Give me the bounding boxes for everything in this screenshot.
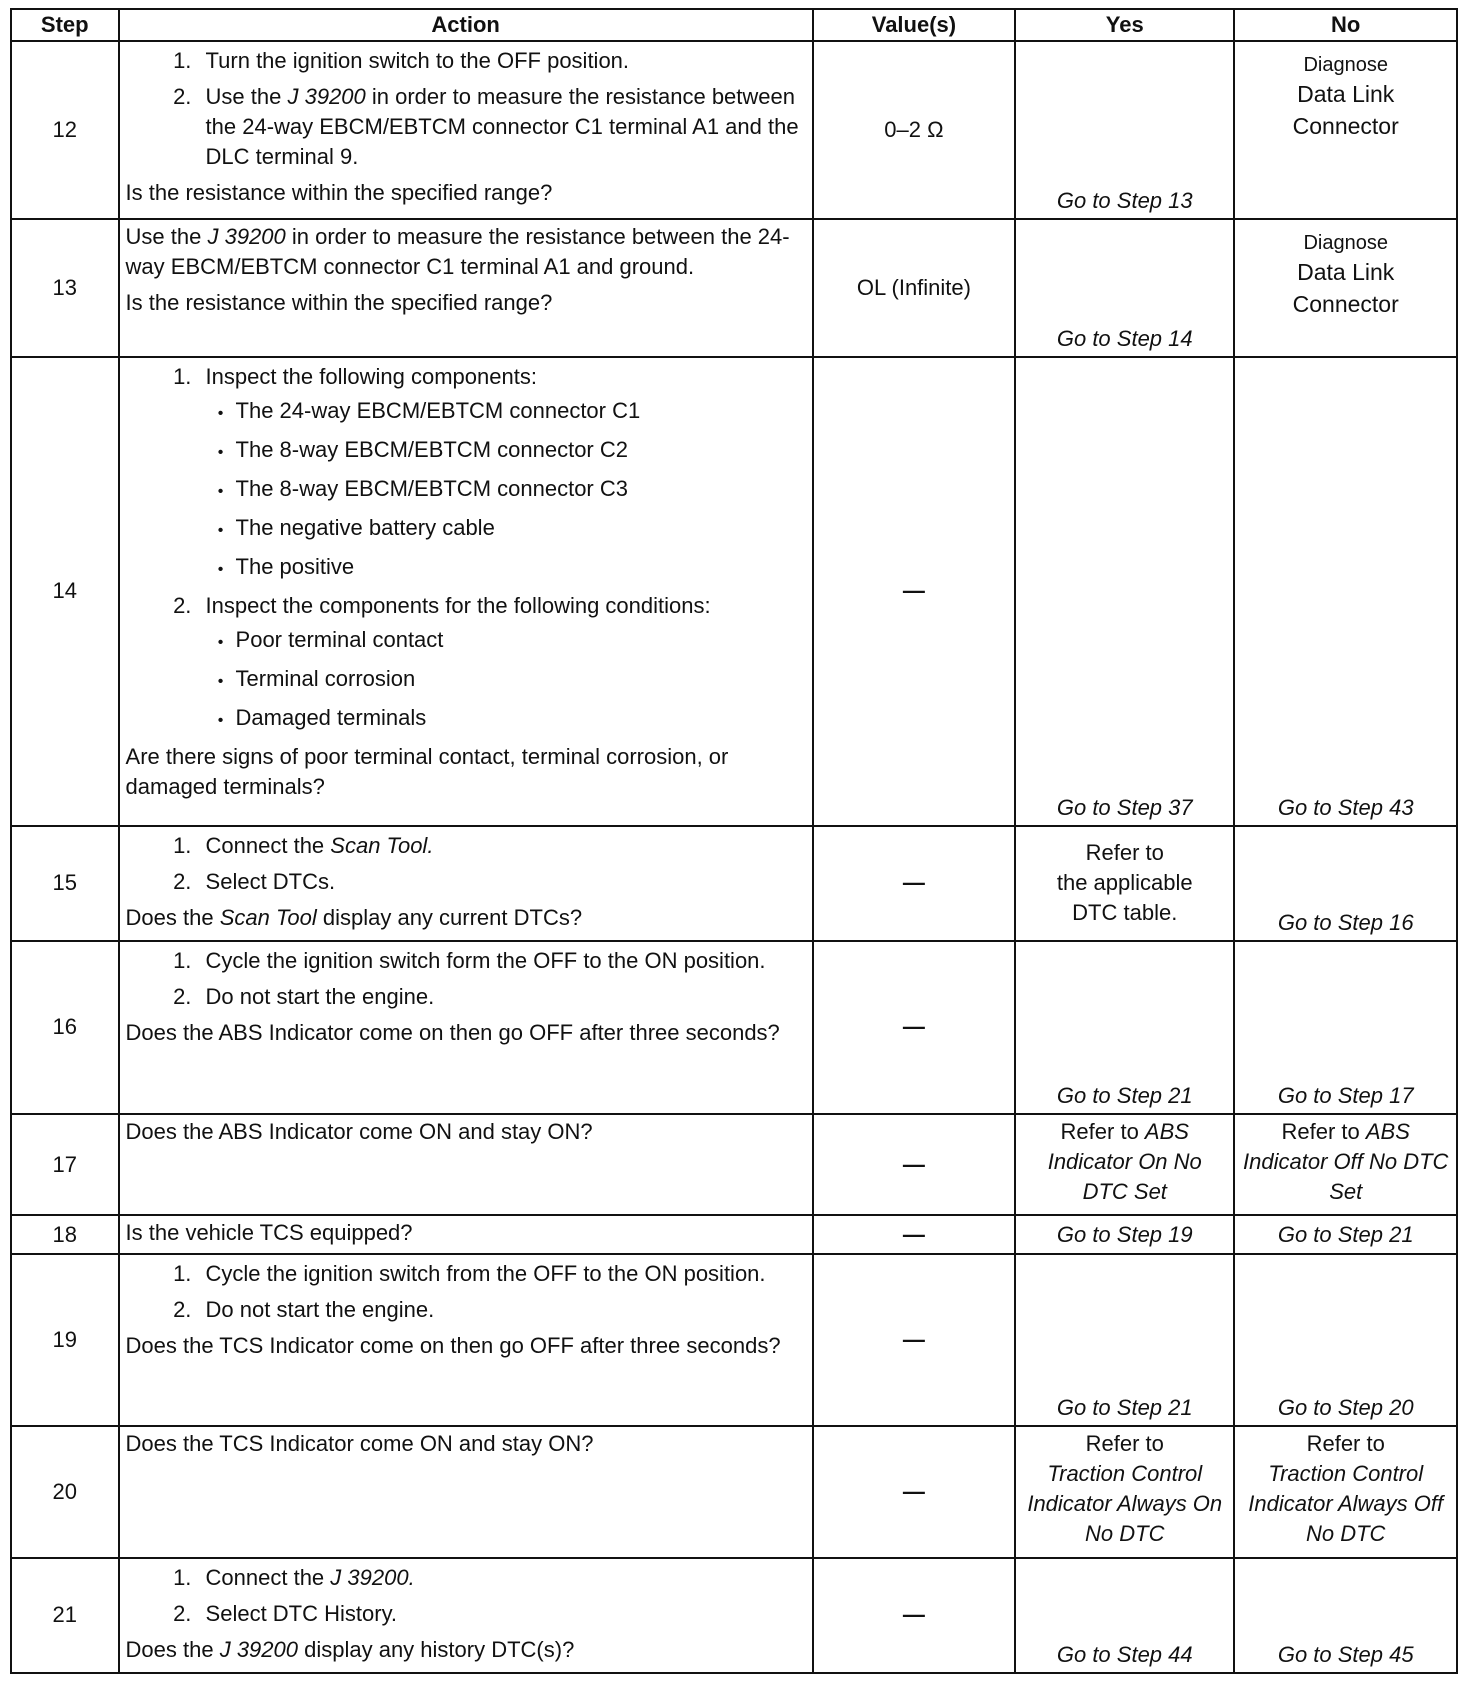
value-cell: — — [813, 1558, 1015, 1673]
action-question: Does the TCS Indicator come on then go OFF after three seconds? — [125, 1333, 781, 1359]
step-number: 20 — [11, 1426, 119, 1558]
table-row — [11, 826, 1457, 941]
table-row — [11, 219, 1457, 357]
action-cell — [119, 219, 813, 357]
step-number: 14 — [11, 357, 119, 826]
action-cell — [119, 1558, 813, 1673]
value-cell: — — [813, 357, 1015, 826]
action-step: 2. Do not start the engine. — [198, 1295, 806, 1325]
list-item: • The 8-way EBCM/EBTCM connector C3 — [236, 474, 806, 507]
list-item: • Damaged terminals — [236, 703, 806, 736]
list-item: • The positive — [236, 552, 806, 585]
no-link[interactable]: Go to Step 43 — [1234, 357, 1457, 826]
action-cell — [119, 357, 813, 826]
action-step: 1. Inspect the following components: • The 24-way EBCM/EBTCM connector C1 • The 8-way EBCM/EBTCM connector C2 • The 8-way EBCM/EBTCM connector C3 • The negative battery cable • The positive — [198, 362, 806, 585]
action-step: 1. Turn the ignition switch to the OFF position. — [198, 46, 806, 76]
action-step: 1. Cycle the ignition switch form the OFF to the ON position. — [198, 946, 806, 976]
header-no: No — [1234, 9, 1457, 41]
action-step: 2. Do not start the engine. — [198, 982, 806, 1012]
action-step: 1. Connect the Scan Tool. — [198, 831, 806, 861]
condition-list — [206, 625, 806, 736]
action-cell — [119, 1215, 813, 1255]
value-cell: — — [813, 1215, 1015, 1255]
value-cell: — — [813, 826, 1015, 941]
action-step: 2. Select DTC History. — [198, 1599, 806, 1629]
no-link[interactable]: Go to Step 16 — [1234, 826, 1457, 941]
action-question: Is the resistance within the specified range? — [125, 180, 553, 205]
step-number: 12 — [11, 41, 119, 219]
action-step: 2. Use the J 39200 in order to measure the resistance between the 24-way EBCM/EBTCM connector C1 terminal A1 and the DLC terminal 9. — [198, 82, 806, 172]
action-cell — [119, 826, 813, 941]
table-row — [11, 1215, 1457, 1255]
action-cell — [119, 1254, 813, 1426]
action-steps — [126, 831, 806, 897]
action-cell — [119, 941, 813, 1115]
yes-cell[interactable]: Refer to the applicable DTC table. — [1015, 826, 1234, 941]
action-cell — [119, 1426, 813, 1558]
yes-link[interactable]: Go to Step 37 — [1015, 357, 1234, 826]
value-cell: 0–2 Ω — [813, 41, 1015, 219]
value-cell: — — [813, 941, 1015, 1115]
list-item: • Poor terminal contact — [236, 625, 806, 658]
header-row — [11, 9, 1457, 41]
step-number: 19 — [11, 1254, 119, 1426]
action-steps — [126, 946, 806, 1012]
step-number: 15 — [11, 826, 119, 941]
yes-link[interactable]: Go to Step 21 — [1015, 941, 1234, 1115]
table-row — [11, 1426, 1457, 1558]
table-row — [11, 1558, 1457, 1673]
table-row — [11, 1114, 1457, 1214]
action-step: 2. Select DTCs. — [198, 867, 806, 897]
value-cell: — — [813, 1254, 1015, 1426]
yes-link[interactable]: Go to Step 13 — [1015, 41, 1234, 219]
header-action: Action — [119, 9, 813, 41]
step-number: 17 — [11, 1114, 119, 1214]
diagnostic-table — [10, 8, 1458, 1674]
action-steps — [126, 46, 806, 172]
list-item: • Terminal corrosion — [236, 664, 806, 697]
step-number: 16 — [11, 941, 119, 1115]
no-cell: Diagnose Data Link Connector — [1234, 219, 1457, 357]
header-yes: Yes — [1015, 9, 1234, 41]
header-values: Value(s) — [813, 9, 1015, 41]
value-cell: — — [813, 1426, 1015, 1558]
no-link[interactable]: Go to Step 20 — [1234, 1254, 1457, 1426]
table-row — [11, 1254, 1457, 1426]
action-step: 1. Connect the J 39200. — [198, 1563, 806, 1593]
value-cell: OL (Infinite) — [813, 219, 1015, 357]
action-question: Does the J 39200 display any history DTC(s)? — [125, 1636, 575, 1662]
action-question: Is the resistance within the specified range? — [125, 289, 553, 315]
list-item: • The negative battery cable — [236, 513, 806, 546]
action-step: 2. Inspect the components for the following conditions: • Poor terminal contact • Terminal corrosion • Damaged terminals — [198, 591, 806, 736]
no-link[interactable]: Refer to Traction Control Indicator Always Off No DTC — [1234, 1426, 1457, 1558]
action-question: Are there signs of poor terminal contact, terminal corrosion, or damaged terminals? — [125, 743, 729, 799]
action-cell — [119, 1114, 813, 1214]
yes-link[interactable]: Refer to ABS Indicator On No DTC Set — [1015, 1114, 1234, 1214]
no-link[interactable]: Go to Step 21 — [1234, 1215, 1457, 1255]
action-question: Does the ABS Indicator come on then go OFF after three seconds? — [125, 1019, 780, 1045]
action-steps — [126, 362, 806, 736]
step-number: 21 — [11, 1558, 119, 1673]
action-question: Does the ABS Indicator come ON and stay ON? — [125, 1119, 593, 1145]
table-row — [11, 941, 1457, 1115]
no-link[interactable]: Refer to ABS Indicator Off No DTC Set — [1234, 1114, 1457, 1214]
value-cell: — — [813, 1114, 1015, 1214]
action-question: Does the TCS Indicator come ON and stay ON? — [125, 1431, 594, 1457]
no-link[interactable]: Go to Step 17 — [1234, 941, 1457, 1115]
step-number: 13 — [11, 219, 119, 357]
list-item: • The 24-way EBCM/EBTCM connector C1 — [236, 396, 806, 429]
table-row — [11, 357, 1457, 826]
no-link[interactable]: Go to Step 45 — [1234, 1558, 1457, 1673]
action-steps — [126, 1563, 806, 1629]
component-list — [206, 396, 806, 585]
no-cell: Diagnose Data Link Connector — [1234, 41, 1457, 219]
yes-link[interactable]: Go to Step 19 — [1015, 1215, 1234, 1255]
action-text: Use the J 39200 in order to measure the resistance between the 24-way EBCM/EBTCM connector C1 terminal A1 and ground. — [125, 223, 790, 279]
header-step: Step — [11, 9, 119, 41]
action-cell — [119, 41, 813, 219]
table-row — [11, 41, 1457, 219]
list-item: • The 8-way EBCM/EBTCM connector C2 — [236, 435, 806, 468]
action-step: 1. Cycle the ignition switch from the OFF to the ON position. — [198, 1259, 806, 1289]
yes-link[interactable]: Go to Step 14 — [1015, 219, 1234, 357]
step-number: 18 — [11, 1215, 119, 1255]
yes-link[interactable]: Go to Step 21 — [1015, 1254, 1234, 1426]
yes-link[interactable]: Refer to Traction Control Indicator Always On No DTC — [1015, 1426, 1234, 1558]
yes-link[interactable]: Go to Step 44 — [1015, 1558, 1234, 1673]
action-steps — [126, 1259, 806, 1325]
action-question: Is the vehicle TCS equipped? — [125, 1219, 413, 1245]
action-question: Does the Scan Tool display any current DTCs? — [125, 904, 583, 930]
